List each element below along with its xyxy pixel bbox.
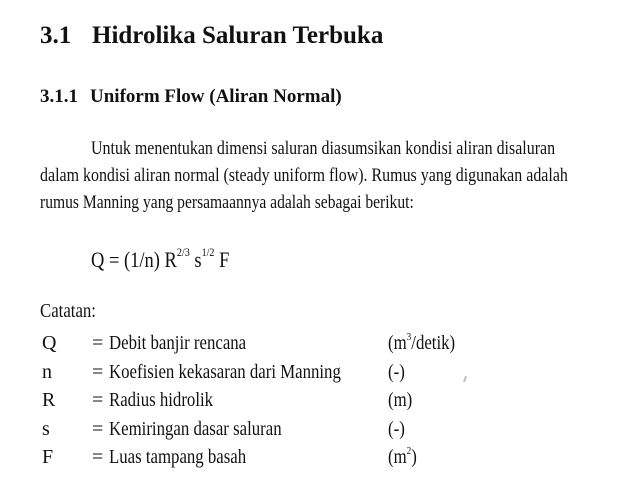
note-unit: (-) (388, 361, 405, 383)
formula-s: s (189, 247, 202, 272)
note-symbol: R (42, 389, 56, 411)
note-row (0, 332, 638, 360)
note-description: Debit banjir rencana (109, 332, 247, 354)
formula-r-exponent: 2/3 (176, 245, 190, 259)
note-row (0, 361, 638, 389)
note-unit: $(m^2)$ (388, 445, 417, 468)
paragraph-line-1: Untuk menentukan dimensi saluran diasumsikan kondisi aliran disaluran (91, 138, 556, 159)
note-equals: = (92, 389, 104, 411)
note-description: Radius hidrolik (109, 389, 214, 411)
note-equals: = (92, 446, 104, 468)
section-number: 3.1 (40, 22, 72, 49)
note-equals: = (92, 332, 104, 354)
note-symbol: F (42, 446, 54, 468)
section-title: Hidrolika Saluran Terbuka (92, 22, 384, 49)
note-description: Luas tampang basah (109, 446, 247, 468)
note-equals: = (92, 361, 104, 383)
formula-lhs: Q = (1/n) R (91, 247, 177, 272)
note-unit: (m) (388, 389, 413, 411)
paragraph-line-2: dalam kondisi aliran normal (steady uniform flow). Rumus yang digunakan adalah (40, 165, 568, 186)
note-row (0, 446, 638, 474)
note-row (0, 418, 638, 446)
note-description: Koefisien kekasaran dari Manning (109, 361, 341, 383)
note-description: Kemiringan dasar saluran (109, 418, 282, 440)
note-symbol: Q (42, 332, 57, 354)
subsection-title: Uniform Flow (Aliran Normal) (90, 86, 342, 107)
notes-heading: Catatan: (40, 300, 96, 322)
formula-tail: F (214, 247, 230, 272)
note-equals: = (92, 418, 104, 440)
note-unit: (-) (388, 418, 405, 440)
note-symbol: n (42, 361, 52, 383)
formula-s-exponent: 1/2 (201, 245, 215, 259)
note-symbol: s (42, 418, 50, 440)
subsection-number: 3.1.1 (40, 86, 78, 107)
note-row (0, 389, 638, 417)
manning-formula (91, 247, 256, 273)
note-unit: $(m^3/detik)$ (388, 331, 456, 354)
paragraph-line-3: rumus Manning yang persamaannya adalah sebagai berikut: (40, 192, 414, 213)
